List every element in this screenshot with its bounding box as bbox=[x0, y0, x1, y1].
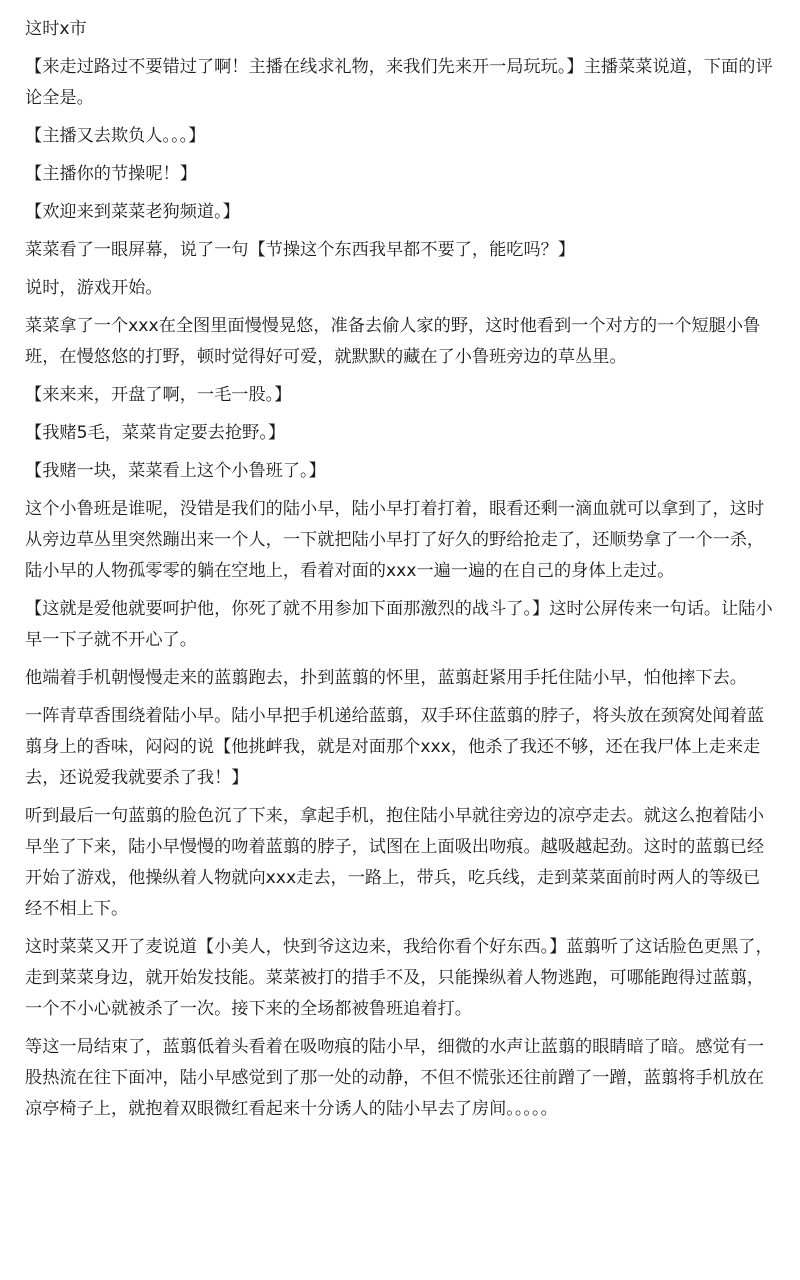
paragraph-comment-4: 【来来来，开盘了啊，一毛一股。】 bbox=[25, 385, 292, 405]
paragraph-comment-6: 【我赌一块，菜菜看上这个小鲁班了。】 bbox=[25, 461, 326, 481]
paragraph-location: 这时x市 bbox=[25, 19, 87, 39]
paragraph-comment-1: 【主播又去欺负人。。。】 bbox=[25, 126, 206, 146]
paragraph-ending: 等这一局结束了，蓝翦低着头看着在吸吻痕的陆小早，细微的水声让蓝翦的眼睛暗了暗。感觉有一股热流在往下面冲，陆小早感觉到了那一处的动静，不但不慌张还往前蹭了一蹭，蓝翦将手机放在凉亭椅子上，就抱着双眼微红看起来十分诱人的陆小早去了房间。。。。。 bbox=[25, 1037, 765, 1119]
paragraph-complaint: 一阵青草香围绕着陆小早。陆小早把手机递给蓝翦，双手环住蓝翦的脖子，将头放在颈窝处闻着蓝翦身上的香味，闷闷的说【他挑衅我，就是对面那个xxx，他杀了我还不够，还在我尸体上走来走去，还说爱我就要杀了我！】 bbox=[25, 706, 765, 788]
paragraph-streamer-intro: 【来走过路过不要错过了啊！主播在线求礼物，来我们先来开一局玩玩。】主播菜菜说道，下面的评论全是。 bbox=[25, 57, 773, 108]
paragraph-comment-2: 【主播你的节操呢！】 bbox=[25, 164, 197, 184]
paragraph-pavilion: 听到最后一句蓝翦的脸色沉了下来，拿起手机，抱住陆小早就往旁边的凉亭走去。就这么抱着陆小早坐了下来，陆小早慢慢的吻着蓝翦的脖子，试图在上面吸出吻痕。越吸越起劲。这时的蓝翦已经开始了游戏，他操纵着人物就向xxx走去，一路上，带兵，吃兵线，走到菜菜面前时两人的等级已经不相上下。 bbox=[25, 806, 765, 919]
paragraph-jungle: 菜菜拿了一个xxx在全图里面慢慢晃悠，准备去偷人家的野，这时他看到一个对方的一个短腿小鲁班，在慢悠悠的打野，顿时觉得好可爱，就默默的藏在了小鲁班旁边的草丛里。 bbox=[25, 316, 761, 367]
paragraph-game-start: 说时，游戏开始。 bbox=[25, 278, 163, 298]
paragraph-comment-3: 【欢迎来到菜菜老狗频道。】 bbox=[25, 202, 240, 222]
paragraph-streamer-reply: 菜菜看了一眼屏幕，说了一句【节操这个东西我早都不要了，能吃吗？】 bbox=[25, 240, 576, 260]
paragraph-run-to-lanjian: 他端着手机朝慢慢走来的蓝翦跑去，扑到蓝翦的怀里，蓝翦赶紧用手托住陆小早，怕他摔下去。 bbox=[25, 668, 747, 688]
paragraph-comment-5: 【我赌5毛，菜菜肯定要去抢野。】 bbox=[25, 423, 286, 443]
paragraph-luban: 这个小鲁班是谁呢，没错是我们的陆小早，陆小早打着打着，眼看还剩一滴血就可以拿到了，这时从旁边草丛里突然蹦出来一个人，一下就把陆小早打了好久的野给抢走了，还顺势拿了一个一杀，陆小早的人物孤零零的躺在空地上，看着对面的xxx一遍一遍的在自己的身体上走过。 bbox=[25, 499, 765, 581]
paragraph-chase: 这时菜菜又开了麦说道【小美人，快到爷这边来，我给你看个好东西。】蓝翦听了这话脸色更黑了，走到菜菜身边，就开始发技能。菜菜被打的措手不及，只能操纵着人物逃跑，可哪能跑得过蓝翦，一个不小心就被杀了一次。接下来的全场都被鲁班追着打。 bbox=[25, 937, 773, 1019]
paragraph-public-screen: 【这就是爱他就要呵护他，你死了就不用参加下面那激烈的战斗了。】这时公屏传来一句话。让陆小早一下子就不开心了。 bbox=[25, 599, 773, 650]
